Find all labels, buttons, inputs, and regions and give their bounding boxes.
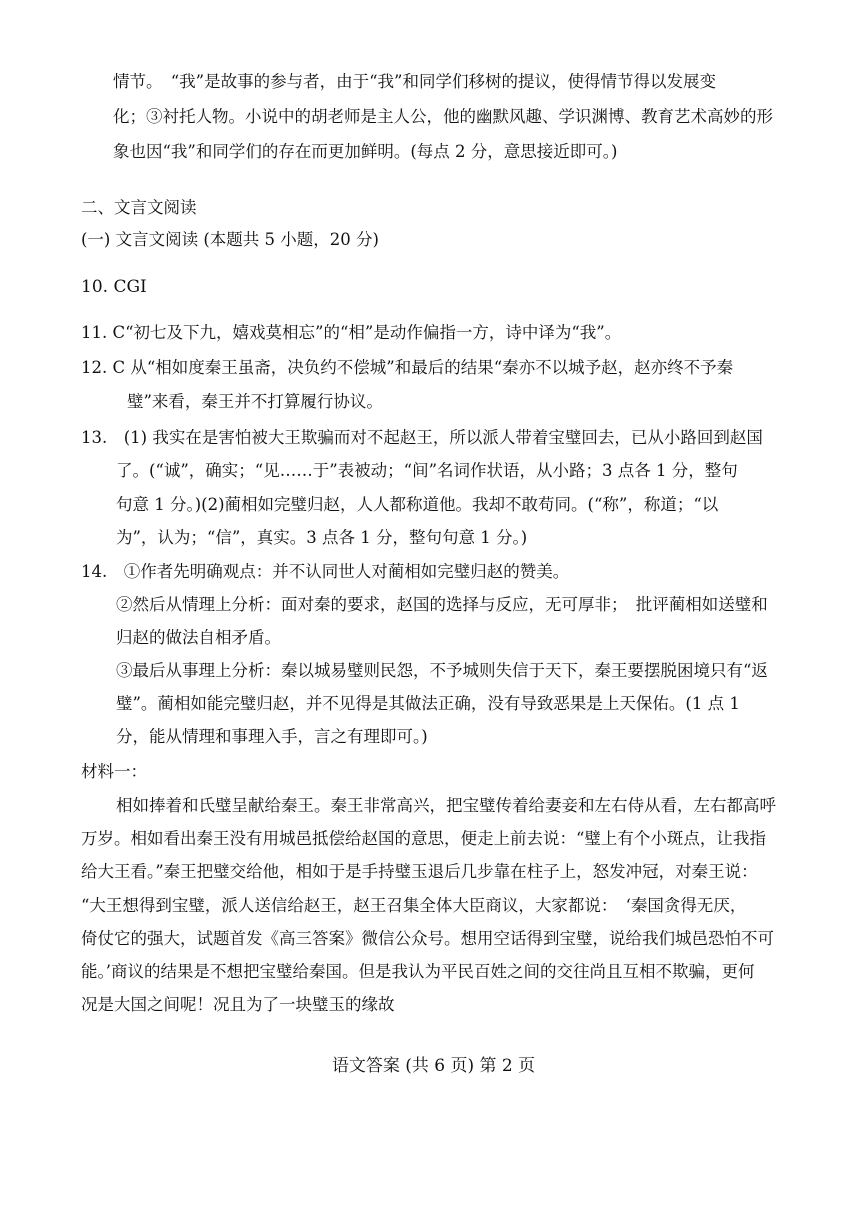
material-line-6: 能。’商议的结果是不想把宝璧给秦国。但是我认为平民百姓之间的交往尚且互相不欺骗，更何 (81, 962, 755, 981)
answer-13-line-2: 了。(“诚”，确实；“见……于”表被动；“间”名词作状语，从小路；3 点各 1 分，整句 (116, 461, 738, 480)
answer-11: 11. C“初七及下九，嬉戏莫相忘”的“相”是动作偏指一方，诗中译为“我”。 (81, 323, 622, 342)
material-line-5: 倚仗它的强大，试题首发《高三答案》微信公众号。想用空话得到宝璧，说给我们城邑恐怕不可 (81, 929, 774, 948)
answer-12-line-1: 12. C 从“相如度秦王虽斋，决负约不偿城”和最后的结果“秦亦不以城予赵，赵亦终不予秦 (81, 358, 734, 377)
answer-13-line-3: 句意 1 分。)(2)蔺相如完璧归赵，人人都称道他。我却不敢苟同。(“称”，称道；“以 (116, 495, 719, 514)
material-line-4: “大王想得到宝璧，派人送信给赵王，赵王召集全体大臣商议，大家都说： ‘秦国贪得无厌， (81, 896, 747, 915)
answer-10: 10. CGI (81, 277, 147, 297)
section-heading: 二、文言文阅读 (81, 198, 197, 217)
answer-14-line-4: ③最后从事理上分析：秦以城易璧则民怨，不予城则失信于天下，秦王要摆脱困境只有“返 (116, 661, 768, 680)
page-footer: 语文答案 (共 6 页) 第 2 页 (331, 1056, 536, 1076)
material-line-3: 给大王看。”秦王把璧交给他，相如于是手持璧玉退后几步靠在柱子上，怒发冲冠，对秦王说： (81, 862, 758, 881)
answer-12-line-2: 璧”来看，秦王并不打算履行协议。 (127, 392, 383, 411)
section-subheading: (一) 文言文阅读 (本题共 5 小题，20 分) (81, 230, 379, 249)
answer-13-line-1: 13. (1) 我实在是害怕被大王欺骗而对不起赵王，所以派人带着宝璧回去，已从小路回到赵国 (81, 428, 763, 447)
intro-line-1: 情节。 “我”是故事的参与者，由于“我”和同学们移树的提议，使得情节得以发展变 (113, 72, 716, 91)
answer-14-line-1: 14. ①作者先明确观点：并不认同世人对蔺相如完璧归赵的赞美。 (81, 562, 570, 581)
answer-14-line-6: 分，能从情理和事理入手，言之有理即可。) (116, 727, 428, 746)
answer-13-line-4: 为”，认为；“信”，真实。3 点各 1 分，整句句意 1 分。) (116, 528, 528, 547)
material-line-2: 万岁。相如看出秦王没有用城邑抵偿给赵国的意思，便走上前去说：“璧上有个小斑点，让我指 (81, 829, 766, 848)
answer-14-line-3: 归赵的做法自相矛盾。 (116, 628, 281, 647)
answer-14-line-2: ②然后从情理上分析：面对秦的要求，赵国的选择与反应，无可厚非； 批评蔺相如送璧和 (116, 595, 768, 614)
material-line-7: 况是大国之间呢！况且为了一块璧玉的缘故 (81, 995, 395, 1014)
answer-14-line-5: 璧”。蔺相如能完璧归赵，并不见得是其做法正确，没有导致恶果是上天保佑。(1 点 1 (116, 694, 740, 713)
intro-line-3: 象也因“我”和同学们的存在而更加鲜明。(每点 2 分，意思接近即可。) (113, 142, 618, 161)
material-title: 材料一： (81, 762, 147, 781)
intro-line-2: 化；③衬托人物。小说中的胡老师是主人公，他的幽默风趣、学识渊博、教育艺术高妙的形 (113, 107, 773, 126)
material-line-1: 相如捧着和氏璧呈献给秦王。秦王非常高兴，把宝璧传着给妻妾和左右侍从看，左右都高呼 (116, 796, 776, 815)
